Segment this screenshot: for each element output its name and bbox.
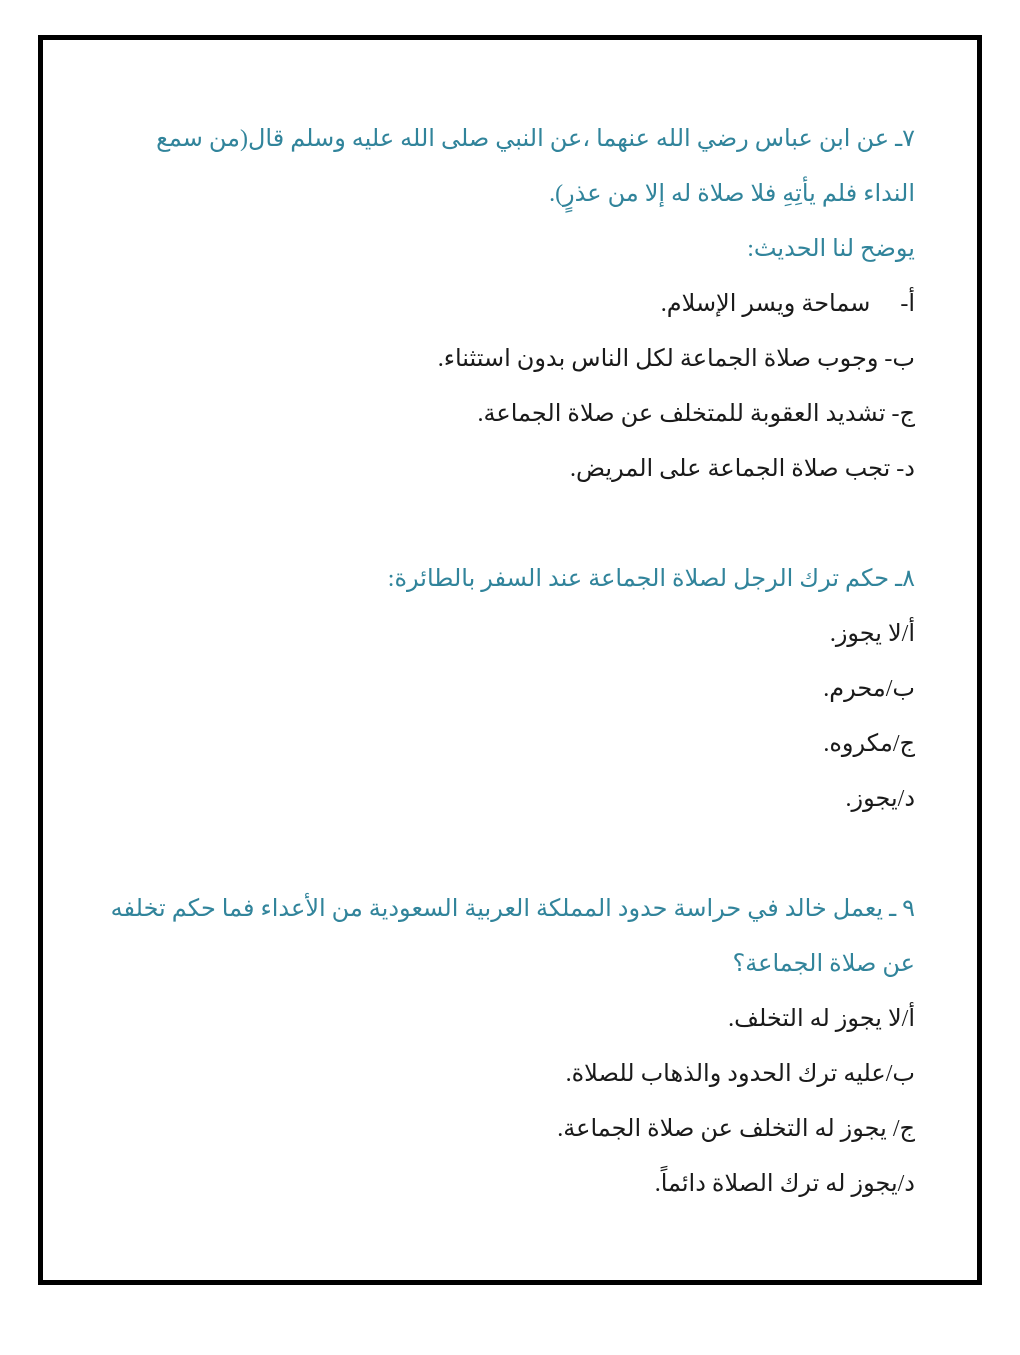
question-7-heading: ٧ـ عن ابن عباس رضي الله عنهما ،عن النبي صلى الله عليه وسلم قال(من سمع النداء فلم يأتِهِ فلا صلاة له إلا من عذرٍ). (150, 126, 915, 207)
question-8-heading: ٨ـ حكم ترك الرجل لصلاة الجماعة عند السفر بالطائرة: (387, 566, 915, 592)
question-7-option-a: أ- سماحة ويسر الإسلام. (660, 291, 915, 317)
spacer (105, 827, 915, 882)
document-page (0, 35, 1020, 1355)
question-8-option-c: ج/مكروه. (823, 731, 915, 757)
question-8-option-d: د/يجوز. (845, 786, 915, 812)
question-8-option-b: ب/محرم. (823, 676, 915, 702)
question-7-option-d: د- تجب صلاة الجماعة على المريض. (570, 456, 915, 482)
question-7-block (105, 112, 915, 497)
page-border (38, 35, 982, 1285)
question-8-option-a: أ/لا يجوز. (829, 621, 915, 647)
question-9-option-c: ج/ يجوز له التخلف عن صلاة الجماعة. (557, 1116, 915, 1142)
question-9-option-d: د/يجوز له ترك الصلاة دائماً. (654, 1171, 915, 1197)
question-7-subheading: يوضح لنا الحديث: (747, 236, 915, 262)
question-9-option-a: أ/لا يجوز له التخلف. (728, 1006, 915, 1032)
spacer (105, 497, 915, 552)
question-7-option-c: ج- تشديد العقوبة للمتخلف عن صلاة الجماعة. (477, 401, 915, 427)
question-7-option-b: ب- وجوب صلاة الجماعة لكل الناس بدون استثناء. (437, 346, 915, 372)
question-9-block (105, 882, 915, 1212)
question-9-option-b: ب/عليه ترك الحدود والذهاب للصلاة. (565, 1061, 915, 1087)
question-8-block (105, 552, 915, 827)
question-9-heading: ٩ ـ يعمل خالد في حراسة حدود المملكة العربية السعودية من الأعداء فما حكم تخلفه عن صلاة الجماعة؟ (104, 896, 915, 977)
